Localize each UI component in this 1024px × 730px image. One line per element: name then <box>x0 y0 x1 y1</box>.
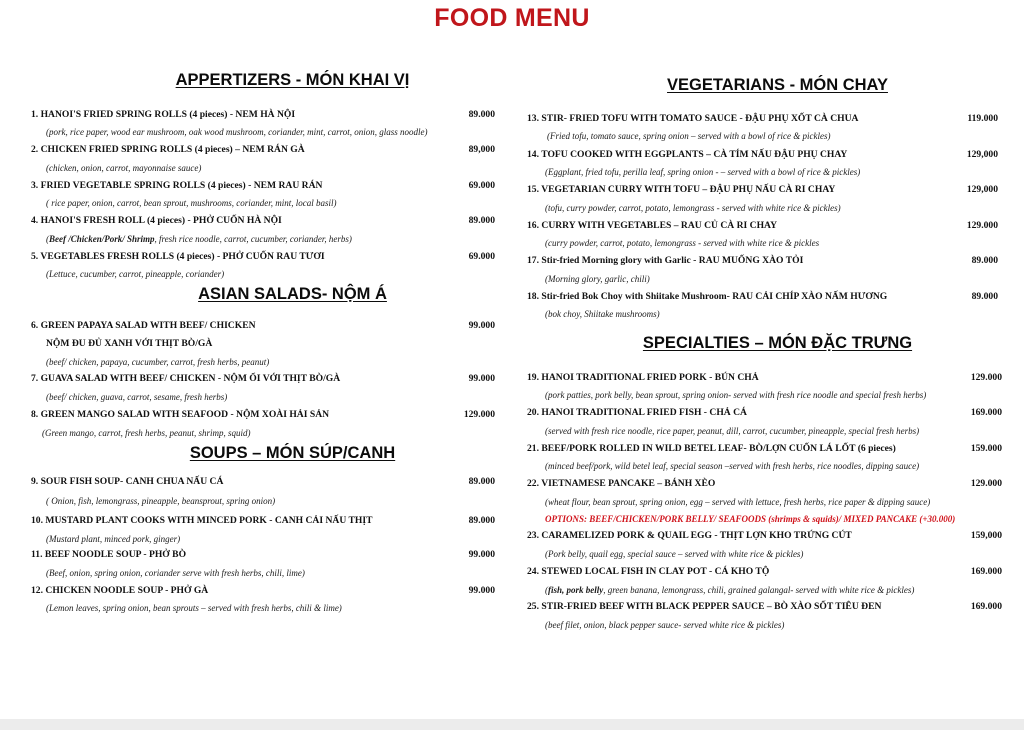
menu-item-name: 13. STIR- FRIED TOFU WITH TOMATO SAUCE - ĐẬU PHỤ XỐT CÀ CHUA <box>527 113 859 124</box>
menu-item-name: 6. GREEN PAPAYA SALAD WITH BEEF/ CHICKEN <box>31 320 256 331</box>
menu-item-description: (beef filet, onion, black pepper sauce- served white rice & pickles) <box>545 620 785 630</box>
menu-item-price: 89.000 <box>971 255 998 266</box>
menu-item-description: (bok choy, Shiitake mushrooms) <box>545 309 660 319</box>
bottom-bar <box>0 719 1024 730</box>
menu-item-price: 89.000 <box>468 515 495 526</box>
menu-item-description: (Morning glory, garlic, chili) <box>545 274 650 284</box>
menu-item-price: 69.000 <box>468 180 495 191</box>
menu-item-price: 99.000 <box>468 320 495 331</box>
menu-item-description: (tofu, curry powder, carrot, potato, lemongrass - served with white rice & pickles) <box>545 203 841 213</box>
menu-item-name: 16. CURRY WITH VEGETABLES – RAU CỦ CÀ RI CHAY <box>527 220 778 231</box>
menu-item-name: 7. GUAVA SALAD WITH BEEF/ CHICKEN - NỘM ỔI VỚI THỊT BÒ/GÀ <box>31 373 341 384</box>
menu-item-description: (Lemon leaves, spring onion, bean sprouts – served with fresh herbs, chili & lime) <box>46 603 342 613</box>
menu-item-name: 5. VEGETABLES FRESH ROLLS (4 pieces) - PHỞ CUỐN RAU TƯƠI <box>31 251 325 262</box>
menu-item-name: 21. BEEF/PORK ROLLED IN WILD BETEL LEAF- BÒ/LỢN CUỐN LÁ LỐT (6 pieces) <box>527 443 896 454</box>
menu-item-description: (minced beef/pork, wild betel leaf, special season –served with fresh herbs, rice noodles, dipping sauce) <box>545 461 920 471</box>
menu-item-description: ( Onion, fish, lemongrass, pineapple, beansprout, spring onion) <box>46 496 276 506</box>
menu-item-price: 129.000 <box>970 372 1002 383</box>
menu-item-name: 2. CHICKEN FRIED SPRING ROLLS (4 pieces) – NEM RÁN GÀ <box>31 144 305 155</box>
menu-item-price: 89.000 <box>468 476 495 487</box>
menu-item-name: 10. MUSTARD PLANT COOKS WITH MINCED PORK - CANH CẢI NẤU THỊT <box>31 515 373 526</box>
menu-item-description: (wheat flour, bean sprout, spring onion, egg – served with lettuce, fresh herbs, rice paper & dipping sauce) <box>545 497 931 507</box>
menu-item-price: 129.000 <box>966 220 998 231</box>
menu-item-description: (Pork belly, quail egg, special sauce – served with white rice & pickles) <box>545 549 804 559</box>
menu-item-description: (fish, pork belly, green banana, lemongrass, chili, grained galangal- served with white rice & pickles) <box>545 585 915 595</box>
menu-item-name: 15. VEGETARIAN CURRY WITH TOFU – ĐẬU PHỤ NẤU CÀ RI CHAY <box>527 184 836 195</box>
menu-item-description: (curry powder, carrot, potato, lemongrass - served with white rice & pickles <box>545 238 820 248</box>
section-title-soups: SOUPS – MÓN SÚP/CANH <box>189 444 396 462</box>
menu-item-name: 25. STIR-FRIED BEEF WITH BLACK PEPPER SAUCE – BÒ XÀO SỐT TIÊU ĐEN <box>527 601 882 612</box>
menu-item-price: 99.000 <box>468 585 495 596</box>
menu-item-options-note: OPTIONS: BEEF/CHICKEN/PORK BELLY/ SEAFOODS (shrimps & squids)/ MIXED PANCAKE (+30.000) <box>545 514 956 524</box>
section-title-specialties: SPECIALTIES – MÓN ĐẶC TRƯNG <box>642 334 913 352</box>
menu-item-name: 22. VIETNAMESE PANCAKE – BÁNH XÈO <box>527 478 716 489</box>
menu-item-description: (pork, rice paper, wood ear mushroom, oak wood mushroom, coriander, mint, carrot, onion, glass noodle) <box>46 127 428 137</box>
menu-item-name: 8. GREEN MANGO SALAD WITH SEAFOOD - NỘM XOÀI HẢI SẢN <box>31 409 330 420</box>
menu-item-name: 20. HANOI TRADITIONAL FRIED FISH - CHẢ CÁ <box>527 407 747 418</box>
menu-item-description-rest: , fresh rice noodle, carrot, cucumber, coriander, herbs) <box>154 234 352 244</box>
page-title: FOOD MENU <box>434 4 590 32</box>
menu-item-price: 99.000 <box>468 549 495 560</box>
menu-item-name: 18. Stir-fried Bok Choy with Shiitake Mushroom- RAU CẢI CHÍP XÀO NẤM HƯƠNG <box>527 291 888 302</box>
menu-item-description-highlight: fish, pork belly <box>548 585 604 595</box>
menu-item-price: 89.000 <box>971 291 998 302</box>
menu-item-name: 19. HANOI TRADITIONAL FRIED PORK - BÚN CHẢ <box>527 372 759 383</box>
menu-item-price: 169.000 <box>970 407 1002 418</box>
menu-item-price: 99.000 <box>468 373 495 384</box>
menu-item-description: (Green mango, carrot, fresh herbs, peanut, shrimp, squid) <box>42 428 251 438</box>
menu-item-price: 129.000 <box>463 409 495 420</box>
menu-item-name: 1. HANOI'S FRIED SPRING ROLLS (4 pieces) - NEM HÀ NỘI <box>31 109 296 120</box>
menu-item-price: 159.000 <box>970 443 1002 454</box>
menu-item-price: 129,000 <box>966 184 998 195</box>
menu-item-price: 89,000 <box>468 144 495 155</box>
menu-item-name: 14. TOFU COOKED WITH EGGPLANTS – CÀ TÍM NẤU ĐẬU PHỤ CHAY <box>527 149 848 160</box>
menu-item-description: (beef/ chicken, guava, carrot, sesame, fresh herbs) <box>46 392 228 402</box>
section-title-vegetarian: VEGETARIANS - MÓN CHAY <box>667 76 888 94</box>
section-title-appetizers: APPERTIZERS - MÓN KHAI VỊ <box>175 71 410 89</box>
menu-item-name: 24. STEWED LOCAL FISH IN CLAY POT - CÁ KHO TỘ <box>527 566 770 577</box>
menu-item-description: ( rice paper, onion, carrot, bean sprout, mushrooms, coriander, mint, local basil) <box>46 198 337 208</box>
menu-item-description: (Lettuce, cucumber, carrot, pineapple, coriander) <box>46 269 225 279</box>
menu-item-description: (served with fresh rice noodle, rice paper, peanut, dill, carrot, cucumber, pineapple, special fresh herbs) <box>545 426 920 436</box>
menu-item-name: 9. SOUR FISH SOUP- CANH CHUA NẤU CÁ <box>31 476 224 487</box>
menu-item-description-highlight: Beef /Chicken/Pork/ Shrimp <box>49 234 155 244</box>
menu-item-description: (Eggplant, fried tofu, perilla leaf, spring onion - – served with a bowl of rice & pickles) <box>545 167 861 177</box>
menu-item-price: 89.000 <box>468 109 495 120</box>
menu-item-name: 4. HANOI'S FRESH ROLL (4 pieces) - PHỞ CUỐN HÀ NỘI <box>31 215 282 226</box>
menu-item-description: (Fried tofu, tomato sauce, spring onion – served with a bowl of rice & pickles) <box>547 131 831 141</box>
menu-item-price: 159,000 <box>970 530 1002 541</box>
menu-item-price: 69.000 <box>468 251 495 262</box>
menu-item-name: 17. Stir-fried Morning glory with Garlic - RAU MUỐNG XÀO TỎI <box>527 255 804 266</box>
menu-item-description: (chicken, onion, carrot, mayonnaise sauce) <box>46 163 202 173</box>
menu-item-name-vietnamese: NỘM ĐU ĐỦ XANH VỚI THỊT BÒ/GÀ <box>46 338 213 349</box>
menu-item-name: 23. CARAMELIZED PORK & QUAIL EGG - THỊT LỢN KHO TRỨNG CÚT <box>527 530 852 541</box>
menu-item-price: 129,000 <box>966 149 998 160</box>
section-title-salads: ASIAN SALADS- NỘM Á <box>198 285 387 303</box>
menu-item-price: 119.000 <box>967 113 998 124</box>
menu-item-price: 169.000 <box>970 601 1002 612</box>
menu-item-description-rest: , green banana, lemongrass, chili, grained galangal- served with white rice & pickles) <box>603 585 915 595</box>
menu-item-description: (beef/ chicken, papaya, cucumber, carrot, fresh herbs, peanut) <box>46 357 270 367</box>
menu-item-description: (Mustard plant, minced pork, ginger) <box>46 534 181 544</box>
menu-item-name: 3. FRIED VEGETABLE SPRING ROLLS (4 pieces) - NEM RAU RÁN <box>31 180 323 191</box>
menu-item-description: (pork patties, pork belly, bean sprout, spring onion- served with fresh rice noodle and special fresh herbs) <box>545 390 927 400</box>
menu-item-name: 11. BEEF NOODLE SOUP - PHỞ BÒ <box>31 549 187 560</box>
menu-item-description: (Beef /Chicken/Pork/ Shrimp, fresh rice noodle, carrot, cucumber, coriander, herbs) <box>46 234 352 244</box>
menu-item-price: 169.000 <box>970 566 1002 577</box>
menu-item-price: 129.000 <box>970 478 1002 489</box>
menu-item-name: 12. CHICKEN NOODLE SOUP - PHỞ GÀ <box>31 585 209 596</box>
menu-item-description: (Beef, onion, spring onion, coriander serve with fresh herbs, chili, lime) <box>46 568 305 578</box>
menu-item-price: 89.000 <box>468 215 495 226</box>
